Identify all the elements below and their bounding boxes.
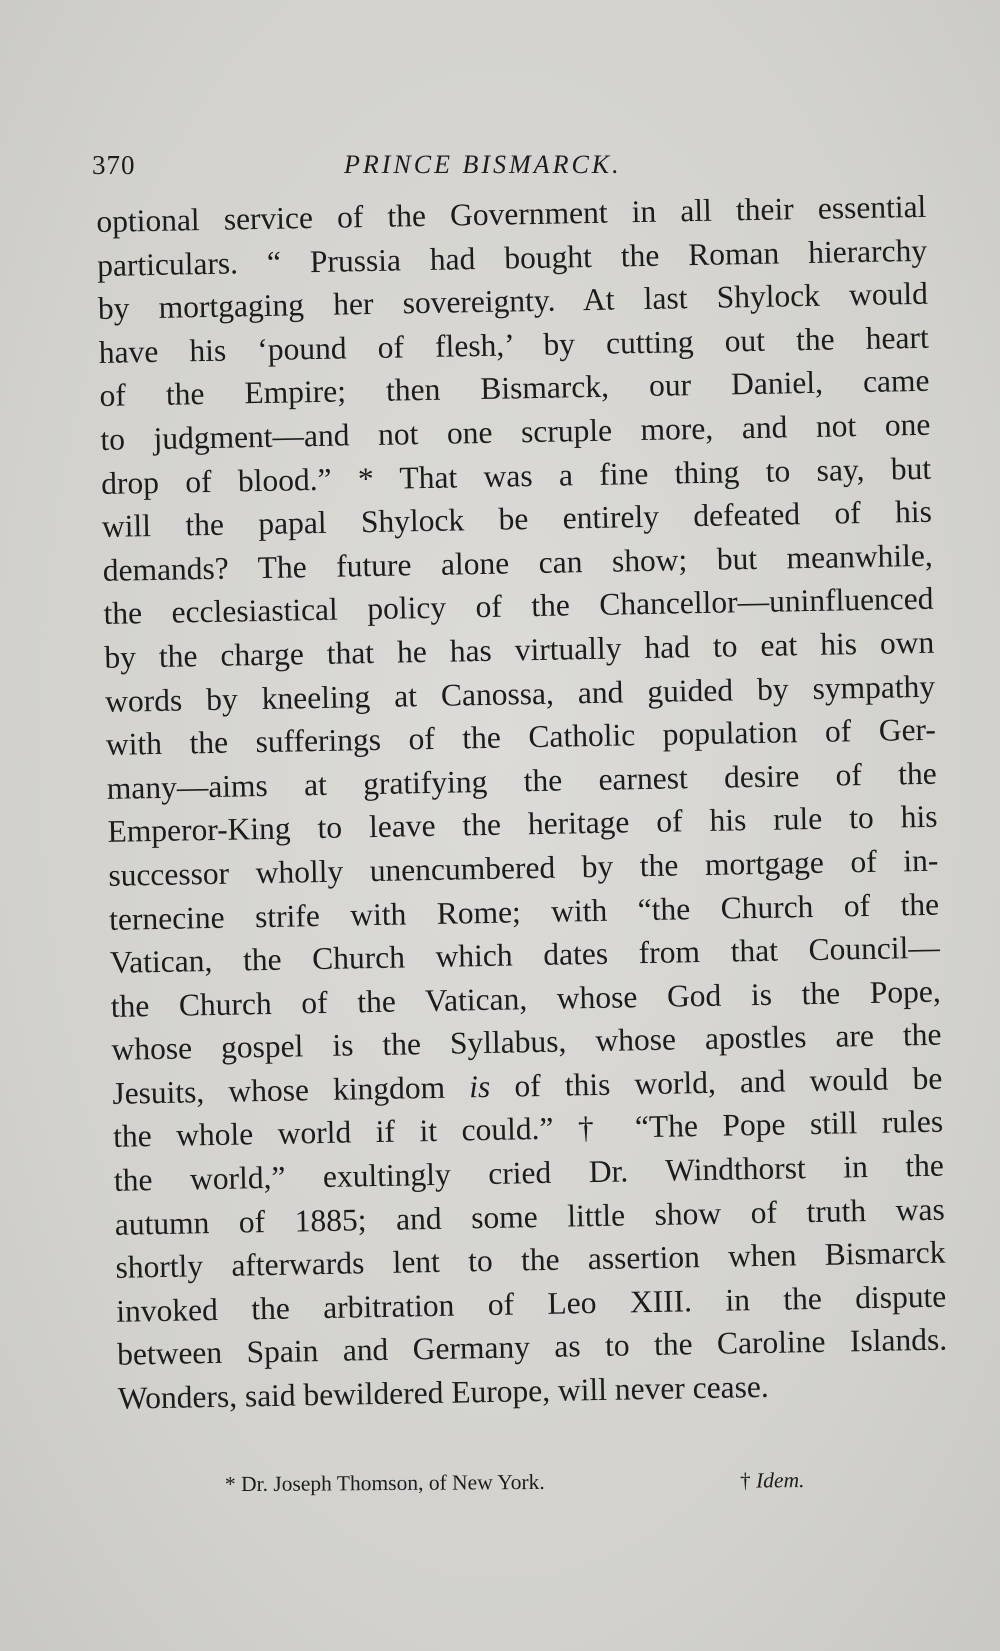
- text-line: by mortgaging her sovereignty. At last Shylock would: [97, 275, 929, 327]
- text-line: Emperor-King to leave the heritage of his rule to his: [107, 798, 938, 850]
- text-line: the Church of the Vatican, whose God is the Pope,: [110, 973, 941, 1024]
- footnote-2-text: Idem.: [755, 1468, 805, 1493]
- text-line: autumn of 1885; and some little show of truth was: [114, 1191, 945, 1242]
- text-line: the whole world if it could.” † “The Pope still rules: [112, 1104, 944, 1155]
- text-line: of the Empire; then Bismarck, our Daniel, came: [99, 363, 930, 414]
- text-line: between Spain and Germany as to the Caroline Islands.: [116, 1322, 948, 1373]
- page-number: 370: [92, 150, 136, 180]
- line-head: Jesuits, whose kingdom: [112, 1069, 446, 1111]
- line-tail: of this world, and would be: [514, 1060, 943, 1104]
- dagger-mark: †: [739, 1468, 751, 1493]
- text-line: many—aims at gratifying the earnest desire of the: [106, 755, 937, 806]
- text-line: Vatican, the Church which dates from that Council—: [109, 929, 941, 980]
- text-line: with the sufferings of the Catholic population of Ger-: [105, 711, 937, 763]
- text-line: the ecclesiastical policy of the Chancellor—uninfluenced: [103, 581, 934, 632]
- running-title: PRINCE BISMARCK.: [344, 150, 622, 179]
- footnote-2: [740, 1468, 805, 1493]
- text-line: have his ‘pound of flesh,’ by cutting out the heart: [98, 319, 929, 370]
- text-line: to judgment—and not one scruple more, and not one: [100, 406, 931, 457]
- body-text: [96, 185, 948, 1421]
- text-line: will the papal Shylock be entirely defeated of his: [101, 493, 933, 545]
- text-line: whose gospel is the Syllabus, whose apostles are the: [111, 1016, 942, 1068]
- text-line: by the charge that he has virtually had to eat his own: [104, 624, 935, 675]
- running-head: [92, 150, 892, 190]
- text-line: demands? The future alone can show; but meanwhile,: [102, 537, 933, 588]
- text-line: shortly afterwards lent to the assertion when Bismarck: [115, 1234, 946, 1286]
- italic-word: is: [468, 1068, 491, 1105]
- text-line: words by kneeling at Canossa, and guided by sympathy: [104, 668, 936, 719]
- text-line: successor wholly unencumbered by the mortgage of in-: [108, 842, 939, 893]
- text-line: ternecine strife with Rome; with “the Church of the: [108, 886, 940, 937]
- text-line: drop of blood.” * That was a fine thing to say, but: [100, 450, 932, 501]
- text-line: the world,” exultingly cried Dr. Windthorst in the: [113, 1147, 945, 1198]
- text-line: optional service of the Government in all their essential: [96, 188, 927, 239]
- footnotes: [225, 1468, 845, 1508]
- text-line: Wonders, said bewildered Europe, will never cease.: [117, 1368, 770, 1416]
- text-line: particulars. “ Prussia had bought the Roman hierarchy: [96, 232, 928, 283]
- text-line: invoked the arbitration of Leo XIII. in the dispute: [116, 1278, 947, 1329]
- footnote-1: * Dr. Joseph Thomson, of New York.: [224, 1469, 545, 1497]
